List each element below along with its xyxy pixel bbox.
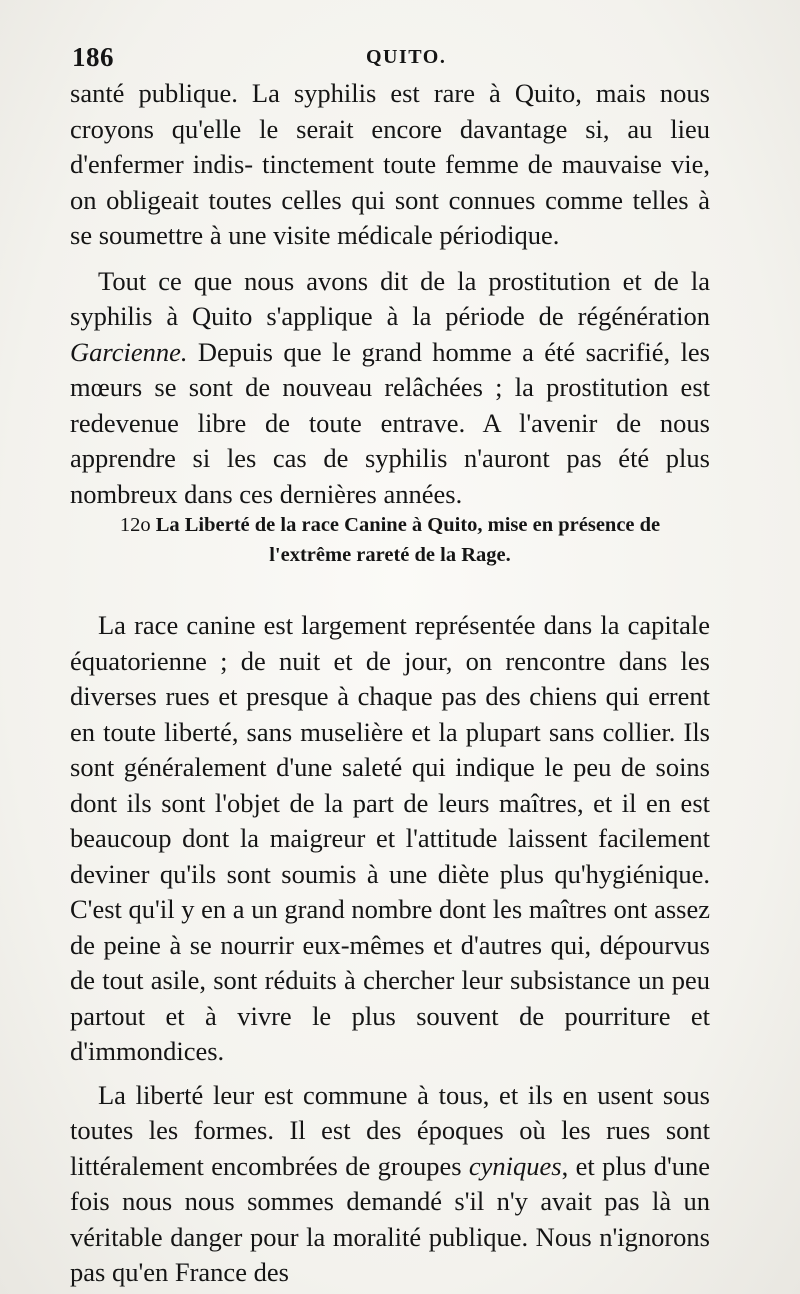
section-title-line1: 12o La Liberté de la race Canine à Quito, mise en présence de xyxy=(119,514,661,536)
text-line: santé publique. La syphilis est rare à Quito, mais nous croyons xyxy=(70,78,710,144)
text-line: tinctement toute femme de mauvaise vie, on obligeait toutes xyxy=(70,149,711,215)
section-number: 12o xyxy=(119,514,151,536)
page-number: 186 xyxy=(72,42,114,72)
text-block-upper xyxy=(70,76,710,512)
running-title: QUITO. xyxy=(366,46,447,68)
paragraph-syphilis-end xyxy=(70,76,710,254)
paragraph-race-canine: La race canine est largement représentée dans la capitale équatorienne ; de nuit et de jour, on rencontre dans les diverses rues et presque à chaque pas des chiens qui errent en toute liberté, sans muselière et la plupart sans collier. Ils sont généralement d'une saleté qui indique le peu de soins dont ils sont l'objet de la part de leurs maîtres, et il en est beaucoup dont la maigreur et l'attitude laissent facilement deviner qu'ils sont soumis à une diète plus qu'hygiénique. C'est qu'il y en a un grand nombre dont les maîtres ont assez de peine à se nourrir eux-mêmes et d'autres qui, dépourvus de tout asile, sont réduits à chercher leur subsistance un peu partout et à vivre le plus souvent de pourriture et d'immondices. xyxy=(70,610,710,1066)
paragraph-liberte: La liberté leur est commune à tous, et ils en usent sous toutes les formes. Il est des époques où les rues sont littéralement encombrées de groupes cyniques, et plus d'une fois nous nous sommes demandé s'il n'y avait pas là un véritable danger pour la moralité publique. Nous n'ignorons pas qu'en France des xyxy=(70,1079,710,1287)
text-line: médicale périodique. xyxy=(337,220,560,250)
emphasis-garcienne: Garcienne. xyxy=(70,336,188,367)
page-header xyxy=(70,38,710,78)
section-heading xyxy=(70,510,710,570)
text-line: qu'elle le serait encore davantage si, au lieu d'enfermer indis- xyxy=(70,113,710,179)
text-block-lower xyxy=(70,608,710,1291)
section-title-line2: l'extrême rareté de la Rage. xyxy=(269,544,511,566)
emphasis-cyniques: cyniques xyxy=(468,1150,562,1181)
paragraph-prostitution: Tout ce que nous avons dit de la prostitution et de la syphilis à Quito s'applique à la période de régénération Garcienne. Depuis que le grand homme a été sacrifié, les mœurs se sont de nouveau relâchées ; la prostitution est redevenue libre de toute entrave. A l'avenir de nous apprendre si les cas de syphilis n'auront pas été plus nombreux dans ces dernières années. xyxy=(70,265,710,509)
text-line: celles qui sont connues comme telles à se soumettre à une visite xyxy=(70,184,710,250)
